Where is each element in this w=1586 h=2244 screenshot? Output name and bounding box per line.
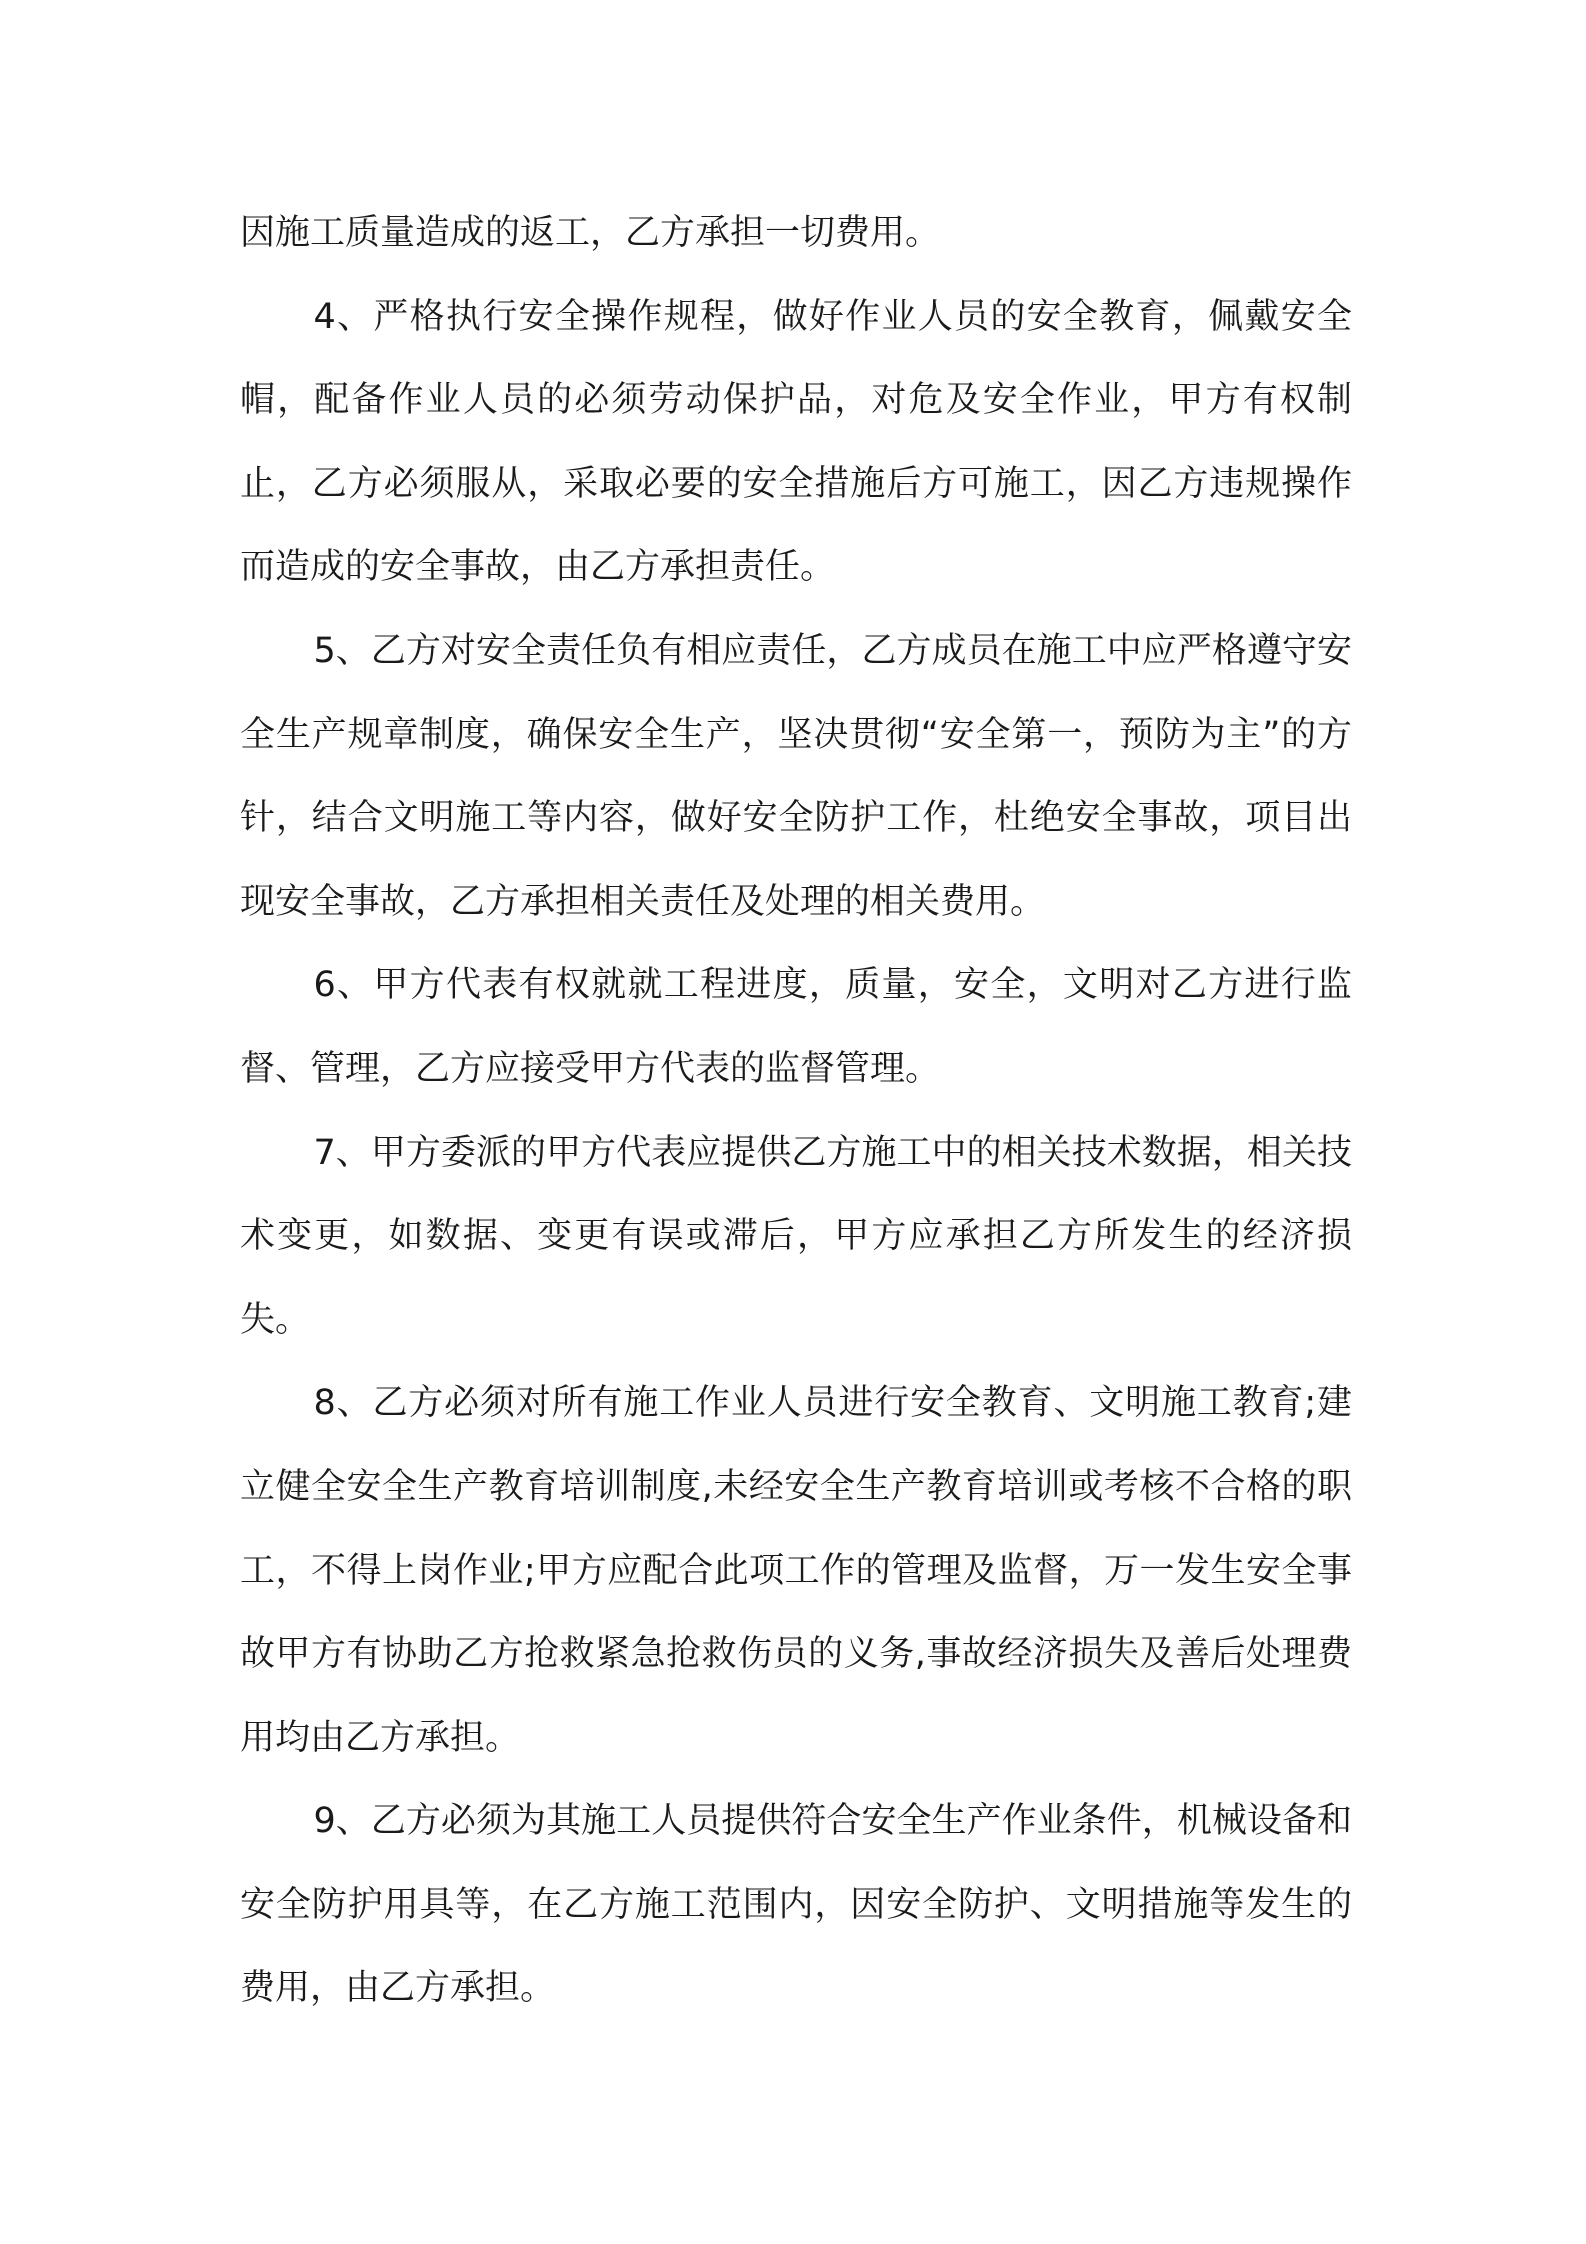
paragraph-clause-5: 5、乙方对安全责任负有相应责任，乙方成员在施工中应严格遵守安全生产规章制度，确保安全生产，坚决贯彻“安全第一，预防为主”的方针，结合文明施工等内容，做好安全防护工作，杜绝安全事故，项目出现安全事故，乙方承担相关责任及处理的相关费用。 [240, 630, 1352, 922]
paragraph-clause-4: 4、严格执行安全操作规程，做好作业人员的安全教育，佩戴安全帽，配备作业人员的必须劳动保护品，对危及安全作业，甲方有权制止，乙方必须服从，采取必要的安全措施后方可施工，因乙方违规操作而造成的安全事故，由乙方承担责任。 [240, 296, 1352, 588]
paragraph-clause-8: 8、乙方必须对所有施工作业人员进行安全教育、文明施工教育;建立健全安全生产教育培训制度,未经安全生产教育培训或考核不合格的职工，不得上岗作业;甲方应配合此项工作的管理及监督，万一发生安全事故甲方有协助乙方抢救紧急抢救伤员的义务,事故经济损失及善后处理费用均由乙方承担。 [240, 1383, 1352, 1758]
paragraph-clause-9: 9、乙方必须为其施工人员提供符合安全生产作业条件，机械设备和安全防护用具等，在乙方施工范围内，因安全防护、文明措施等发生的费用，由乙方承担。 [240, 1801, 1352, 2009]
paragraph-clause-7: 7、甲方委派的甲方代表应提供乙方施工中的相关技术数据，相关技术变更，如数据、变更有误或滞后，甲方应承担乙方所发生的经济损失。 [240, 1132, 1352, 1340]
paragraph-clause-6: 6、甲方代表有权就就工程进度，质量，安全，文明对乙方进行监督、管理，乙方应接受甲方代表的监督管理。 [240, 965, 1352, 1089]
paragraph-continuation: 因施工质量造成的返工，乙方承担一切费用。 [240, 213, 941, 253]
document-body [240, 192, 1352, 2031]
